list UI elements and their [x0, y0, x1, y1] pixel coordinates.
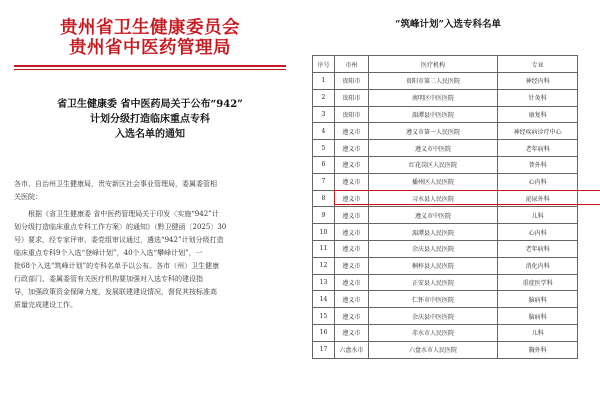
table-row	[313, 224, 578, 241]
cell-specialty: 儿科	[498, 324, 578, 341]
cell-index: 14	[313, 291, 335, 308]
roster-page	[306, 10, 590, 390]
cell-specialty: 老年病科	[498, 240, 578, 257]
cell-index: 5	[313, 140, 335, 157]
cell-institution: 湄潭县中医医院	[368, 106, 497, 123]
cell-city: 遵义市	[334, 274, 368, 291]
table-row	[313, 308, 578, 325]
cell-specialty: 康复科	[498, 106, 578, 123]
cell-city: 遵义市	[334, 156, 368, 173]
column-header: 市州	[334, 56, 368, 73]
cell-specialty: 泌尿外科	[498, 190, 578, 207]
table-row	[313, 207, 578, 224]
cell-specialty: 心内科	[498, 224, 578, 241]
cell-institution: 遵义市中医院	[368, 207, 497, 224]
body-line: 划分级打造临床重点专科工作方案〉的通知》（黔卫健函〔2025〕30	[14, 223, 227, 231]
cell-institution: 贵阳市第二人民医院	[368, 73, 497, 90]
cell-specialty: 儿科	[498, 207, 578, 224]
cell-city: 贵阳市	[334, 73, 368, 90]
cell-index: 8	[313, 190, 335, 207]
table-row	[313, 257, 578, 274]
cell-index: 17	[313, 341, 335, 358]
roster-title: “筑峰计划”入选专科名单	[395, 19, 501, 30]
cell-city: 遵义市	[334, 123, 368, 140]
notice-body	[14, 208, 286, 312]
notice-title-line: 计划分级打造临床重点专科	[90, 114, 210, 125]
cell-specialty: 脑病科	[498, 291, 578, 308]
body-line: 根据《省卫生健康委 省中医药管理局关于印发〈实施“942”计	[28, 210, 219, 218]
cell-specialty: 重症医学科	[498, 274, 578, 291]
cell-city: 遵义市	[334, 257, 368, 274]
cell-city: 贵阳市	[334, 89, 368, 106]
masthead-line: 贵州省卫生健康委员会	[60, 18, 240, 38]
notice-page	[14, 18, 286, 384]
cell-index: 3	[313, 106, 335, 123]
recipients-line: 关医院：	[14, 193, 42, 201]
body-line: 质量完成建设工作。	[14, 301, 77, 309]
cell-city: 遵义市	[334, 291, 368, 308]
cell-institution: 习水县人民医院	[368, 190, 497, 207]
cell-index: 16	[313, 324, 335, 341]
cell-index: 9	[313, 207, 335, 224]
body-line: 临床重点专科9个入选“登峰计划”，40个入选“攀峰计划”，一	[14, 249, 203, 257]
cell-institution: 桐梓县人民医院	[368, 257, 497, 274]
cell-specialty: 消化内科	[498, 257, 578, 274]
table-row	[313, 89, 578, 106]
notice-title	[14, 97, 286, 142]
cell-institution: 播州区人民医院	[368, 173, 497, 190]
column-header: 医疗机构	[368, 56, 497, 73]
cell-city: 遵义市	[334, 190, 368, 207]
table-header-row	[313, 56, 578, 73]
masthead	[14, 18, 286, 58]
cell-index: 2	[313, 89, 335, 106]
column-header: 序号	[313, 56, 335, 73]
cell-institution: 余庆县人民医院	[368, 240, 497, 257]
body-line: 行政部门、委属委管有关医疗机构要加强对入选专科的建设指	[14, 275, 203, 283]
cell-institution: 遵义市第一人民医院	[368, 123, 497, 140]
cell-institution: 赤水市人民医院	[368, 324, 497, 341]
cell-specialty: 普外科	[498, 156, 578, 173]
cell-index: 1	[313, 73, 335, 90]
cell-specialty: 神经疾病诊疗中心	[498, 123, 578, 140]
cell-specialty: 心内科	[498, 173, 578, 190]
cell-index: 15	[313, 308, 335, 325]
cell-city: 遵义市	[334, 173, 368, 190]
cell-specialty: 胸外科	[498, 341, 578, 358]
table-row	[313, 106, 578, 123]
recipients	[14, 178, 286, 204]
cell-specialty: 神经内科	[498, 73, 578, 90]
cell-index: 13	[313, 274, 335, 291]
cell-city: 贵阳市	[334, 106, 368, 123]
cell-index: 4	[313, 123, 335, 140]
cell-institution: 余庆县中医医院	[368, 308, 497, 325]
cell-index: 12	[313, 257, 335, 274]
recipients-line: 各市、自治州卫生健康局，贵安新区社会事业管理局，委属委管相	[14, 180, 217, 188]
cell-index: 6	[313, 156, 335, 173]
cell-city: 遵义市	[334, 308, 368, 325]
cell-specialty: 老年病科	[498, 140, 578, 157]
table-row	[313, 73, 578, 90]
table-row	[313, 156, 578, 173]
notice-title-line: 省卫生健康委 省中医药局关于公布“942”	[57, 99, 243, 110]
cell-city: 遵义市	[334, 140, 368, 157]
table-row	[313, 123, 578, 140]
table-row	[313, 341, 578, 358]
cell-specialty: 脑病科	[498, 308, 578, 325]
table-row	[313, 190, 578, 207]
table-row	[313, 274, 578, 291]
cell-index: 10	[313, 224, 335, 241]
cell-city: 遵义市	[334, 207, 368, 224]
cell-index: 11	[313, 240, 335, 257]
body-line: 导，加强政策资金保障力度，发展联建建设情况，督促其按标准高	[14, 288, 217, 296]
cell-city: 遵义市	[334, 240, 368, 257]
table-row	[313, 324, 578, 341]
column-header: 专业	[498, 56, 578, 73]
table-row	[313, 240, 578, 257]
red-divider	[14, 65, 286, 67]
cell-index: 7	[313, 173, 335, 190]
cell-institution: 湄潭县人民医院	[368, 224, 497, 241]
cell-city: 六盘水市	[334, 341, 368, 358]
roster-table	[312, 55, 578, 359]
cell-institution: 遵义市中医院	[368, 140, 497, 157]
table-row	[313, 173, 578, 190]
cell-institution: 仁怀市中医医院	[368, 291, 497, 308]
cell-institution: 正安县人民医院	[368, 274, 497, 291]
notice-title-line: 入选名单的通知	[115, 129, 185, 140]
cell-institution: 南明区中医医院	[368, 89, 497, 106]
masthead-line: 贵州省中医药管理局	[69, 38, 231, 58]
cell-specialty: 针灸科	[498, 89, 578, 106]
body-line: 号）要求，经专家评审、委党组审议通过，遴选“942”计划分级打造	[14, 236, 224, 244]
cell-institution: 六盘水市人民医院	[368, 341, 497, 358]
table-row	[313, 291, 578, 308]
cell-institution: 红花岗区人民医院	[368, 156, 497, 173]
table-row	[313, 140, 578, 157]
body-line: 批68个入选“筑峰计划”的专科名单予以公布。各市（州）卫生健康	[14, 262, 220, 270]
cell-city: 遵义市	[334, 224, 368, 241]
cell-city: 遵义市	[334, 324, 368, 341]
